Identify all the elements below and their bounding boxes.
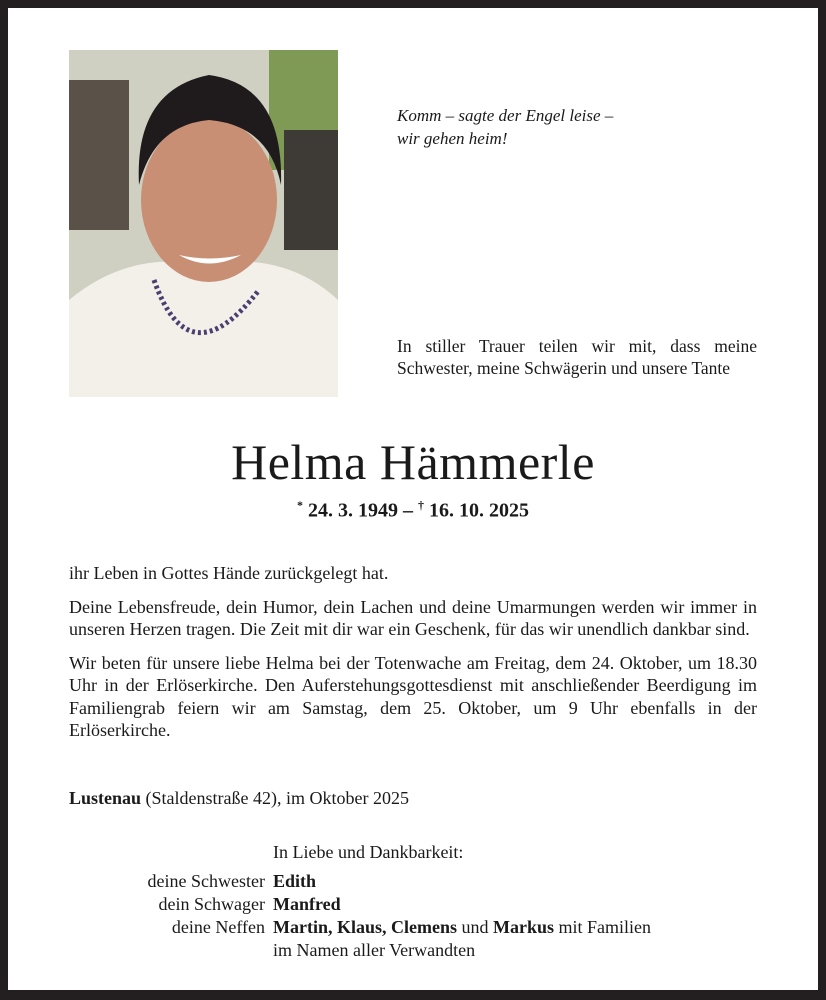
birth-date: 24. 3. 1949 (308, 499, 398, 522)
quote (397, 104, 613, 150)
mourner-row (8, 916, 651, 939)
mourner-suffix: mit Familien (554, 917, 652, 937)
intro-text: In stiller Trauer teilen wir mit, dass meine Schwester, meine Schwägerin und unsere Tante (397, 336, 757, 378)
obituary-page (8, 8, 818, 990)
mourners-list (8, 870, 651, 962)
death-symbol: † (418, 498, 424, 512)
conjunction: und (457, 917, 493, 937)
closing-text: im Namen aller Verwandten (273, 940, 476, 960)
town: Lustenau (69, 788, 142, 808)
paragraph: ihr Leben in Gottes Hände zurückgelegt hat. (69, 563, 389, 583)
mourner-names: Martin, Klaus, Clemens (273, 917, 457, 937)
life-dates (8, 498, 818, 523)
mourner-row (8, 893, 651, 916)
birth-symbol: * (297, 498, 303, 512)
body-text (69, 562, 757, 753)
relation-label: deine Neffen (171, 917, 265, 937)
relation-label: deine Schwester (147, 871, 265, 891)
quote-line: wir gehen heim! (397, 129, 508, 148)
address-date: (Staldenstraße 42), im Oktober 2025 (141, 788, 409, 808)
date-separator: – (398, 499, 418, 522)
signoff: In Liebe und Dankbarkeit: (273, 842, 464, 862)
deceased-name: Helma Hämmerle (231, 434, 595, 490)
place-date (69, 788, 409, 809)
mourner-row (8, 870, 651, 893)
mourner-names: Markus (493, 917, 555, 937)
relation-label: dein Schwager (158, 894, 265, 914)
paragraph: Wir beten für unsere liebe Helma bei der Totenwache am Freitag, dem 24. Oktober, um 18.30 Uhr in der Erlöserkirche. Den Auferstehungsgottesdienst mit anschließender Beerdigung im Familiengrab feiern wir am Samstag, dem 25. Oktober, um 9 Uhr ebenfalls in der Erlöserkirche. (69, 652, 757, 740)
portrait-photo (69, 50, 338, 397)
mourner-names: Manfred (273, 894, 341, 914)
paragraph: Deine Lebensfreude, dein Humor, dein Lachen und deine Umarmungen werden wir immer in unseren Herzen tragen. Die Zeit mit dir war ein Geschenk, für das wir unendlich dankbar sind. (69, 596, 757, 639)
death-date: 16. 10. 2025 (429, 499, 529, 522)
closing-row (8, 939, 651, 962)
quote-line: Komm – sagte der Engel leise – (397, 106, 614, 125)
mourner-names: Edith (273, 871, 317, 891)
